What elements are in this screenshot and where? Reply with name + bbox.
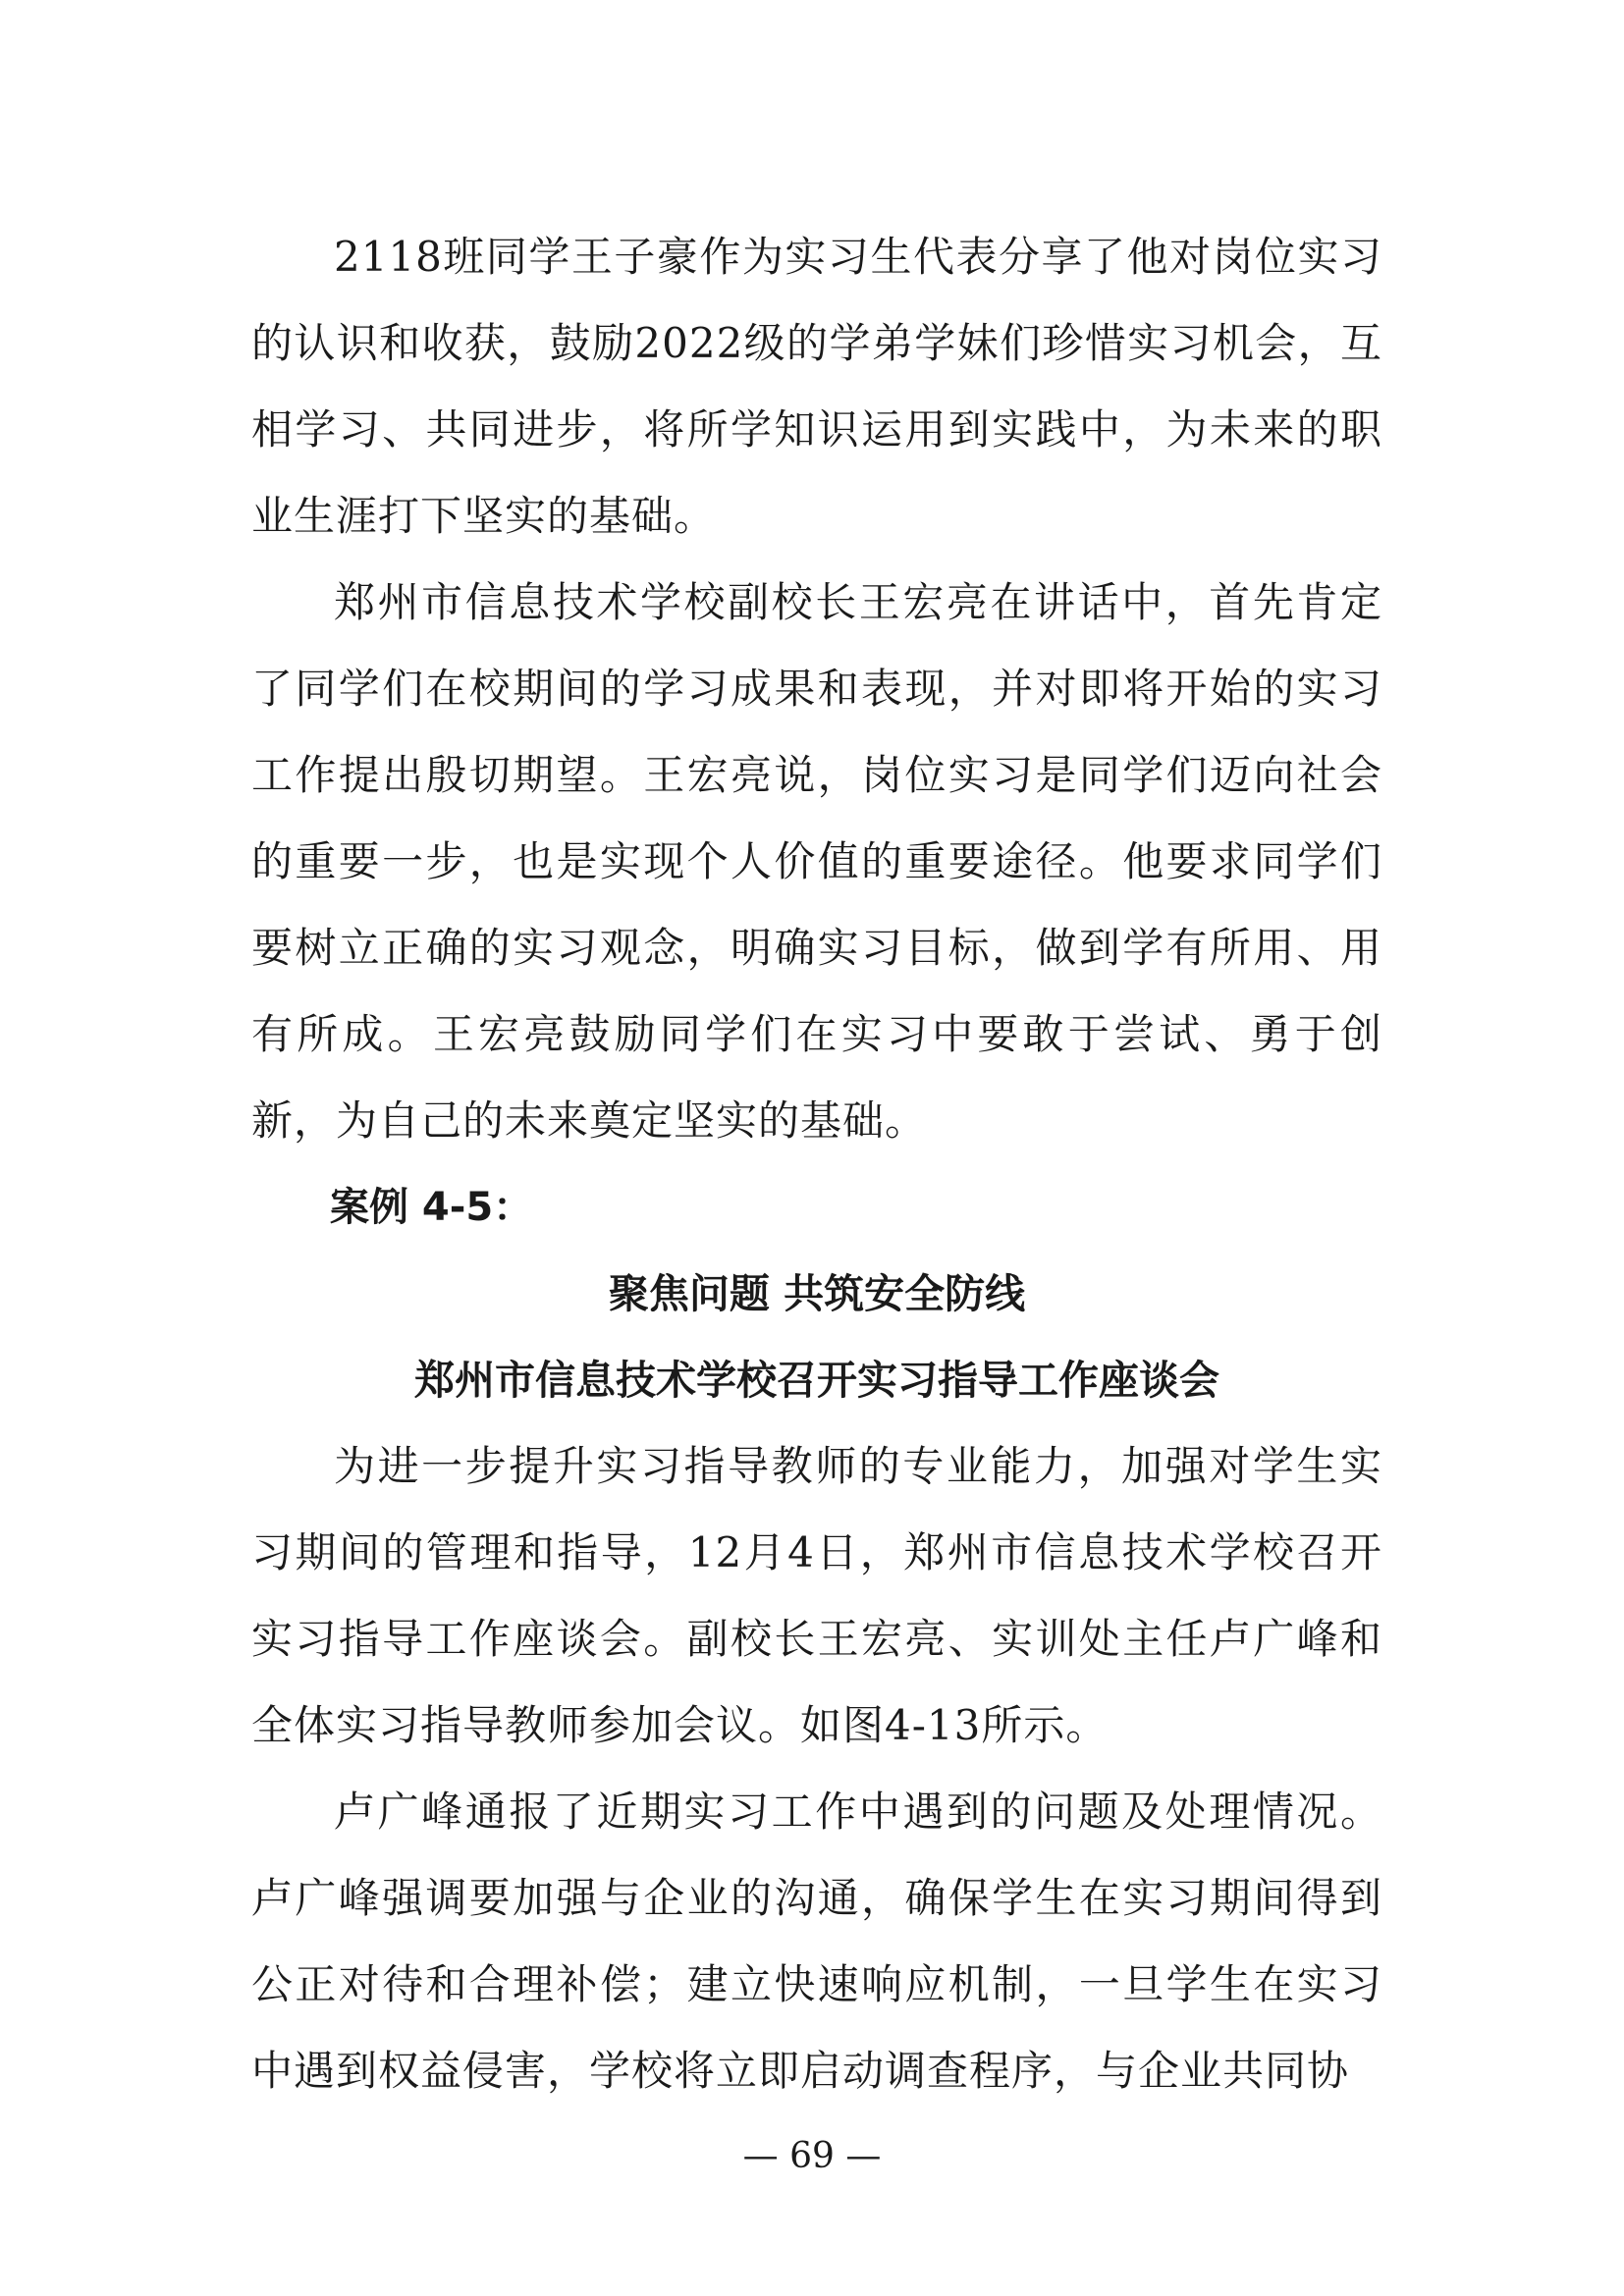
paragraph-issues-report: 卢广峰通报了近期实习工作中遇到的问题及处理情况。卢广峰强调要加强与企业的沟通，确保学生在实习期间得到公正对待和合理补偿；建立快速响应机制，一旦学生在实习中遇到权益侵害，学校将立即启动调查程序，与企业共同协 [251, 1788, 1382, 2095]
case-title-main: 聚焦问题 共筑安全防线 [608, 1270, 1026, 1317]
case-label: 案例 4-5： [330, 1185, 533, 1230]
document-body [251, 214, 1382, 2114]
case-title-sub: 郑州市信息技术学校召开实习指导工作座谈会 [414, 1357, 1219, 1404]
paragraph-vice-principal-speech: 郑州市信息技术学校副校长王宏亮在讲话中，首先肯定了同学们在校期间的学习成果和表现，并对即将开始的实习工作提出殷切期望。王宏亮说，岗位实习是同学们迈向社会的重要一步，也是实现个人价值的重要途径。他要求同学们要树立正确的实习观念，明确实习目标，做到学有所用、用有所成。王宏亮鼓励同学们在实习中要敢于尝试、勇于创新，为自己的未来奠定坚实的基础。 [251, 578, 1382, 1145]
paragraph-meeting-intro: 为进一步提升实习指导教师的专业能力，加强对学生实习期间的管理和指导，12月4日，郑州市信息技术学校召开实习指导工作座谈会。副校长王宏亮、实训处主任卢广峰和全体实习指导教师参加会议。如图4-13所示。 [251, 1442, 1382, 1749]
paragraph-student-representative: 2118班同学王子豪作为实习生代表分享了他对岗位实习的认识和收获，鼓励2022级的学弟学妹们珍惜实习机会，互相学习、共同进步，将所学知识运用到实践中，为未来的职业生涯打下坚实的基础。 [251, 233, 1382, 540]
page-number: — 69 — [742, 2136, 882, 2176]
